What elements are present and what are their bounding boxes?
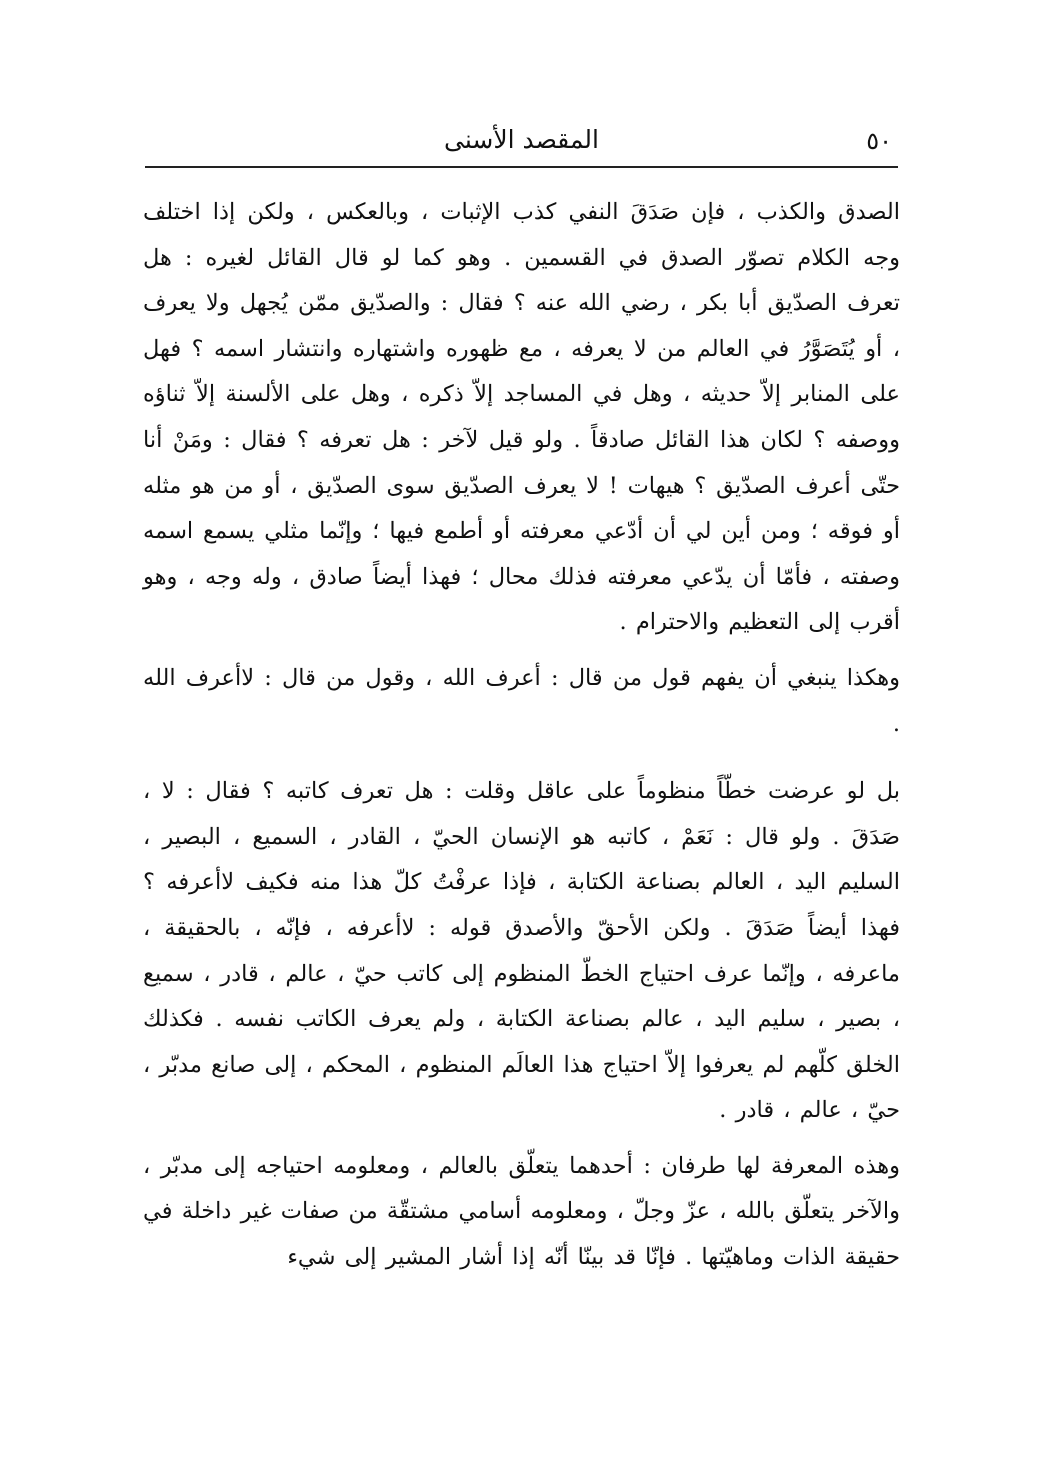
paragraph-4: وهذه المعرفة لها طرفان : أحدهما يتعلّق بالعالم ، ومعلومه احتياجه إلى مدبّر ، والآخر يتعلّق بالله ، عزّ وجلّ ، ومعلومه أسامي مشتقّة من صفات غير داخلة في حقيقة الذات وماهيّتها . فإنّا قد بينّا أنّه إذا أشار المشير إلى شيء [143, 1152, 900, 1271]
page-number: ٥٠ [866, 127, 892, 155]
running-title: المقصد الأسنى [444, 125, 599, 154]
paragraph-3: بل لو عرضت خطّاً منظوماً على عاقل وقلت : هل تعرف كاتبه ؟ فقال : لا ، صَدَقَ . ولو قال : نَعَمْ ، كاتبه هو الإنسان الحيّ ، القادر ، السميع ، البصير ، السليم اليد ، العالم بصناعة الكتابة ، فإذا عرفْتُ كلّ هذا منه فكيف لاأعرفه ؟ فهذا أيضاً صَدَقَ . ولكن الأحقّ والأصدق قوله : لاأعرفه ، فإنّه ، بالحقيقة ، ماعرفه ، وإنّما عرف احتياج الخطّ المنظوم إلى كاتب حيّ ، عالم ، قادر ، سميع ، بصير ، سليم اليد ، عالم بصناعة الكتابة ، ولم يعرف الكاتب نفسه . فكذلك الخلق كلّهم لم يعرفوا إلاّ احتياج هذا العالَم المنظوم ، المحكم ، إلى صانع مدبّر ، حيّ ، عالم ، قادر . [143, 778, 900, 1124]
header-divider [145, 166, 898, 168]
paragraph-1: الصدق والكذب ، فإن صَدَقَ النفي كذب الإثبات ، وبالعكس ، ولكن إذا اختلف وجه الكلام تصوّر الصدق في القسمين . وهو كما لو قال القائل لغيره : هل تعرف الصدّيق أبا بكر ، رضي الله عنه ؟ فقال : والصدّيق ممّن يُجهل ولا يعرف ، أو يُتَصَوَّرُ في العالم من لا يعرفه ، مع ظهوره واشتهاره وانتشار اسمه ؟ فهل على المنابر إلاّ حديثه ، وهل في المساجد إلاّ ذكره ، وهل على الألسنة إلاّ ثناؤه ووصفه ؟ لكان هذا القائل صادقاً . ولو قيل لآخر : هل تعرفه ؟ فقال : ومَنْ أنا حتّى أعرف الصدّيق ؟ هيهات ! لا يعرف الصدّيق سوى الصدّيق ، أو من هو مثله أو فوقه ؛ ومن أين لي أن أدّعي معرفته أو أطمع فيها ؛ وإنّما مثلي يسمع اسمه وصفته ، فأمّا أن يدّعي معرفته فذلك محال ؛ فهذا أيضاً صادق ، وله وجه ، وهو أقرب إلى التعظيم والاحترام . [143, 199, 900, 636]
paragraph-2: وهكذا ينبغي أن يفهم قول من قال : أعرف الله ، وقول من قال : لاأعرف الله . [143, 664, 900, 737]
body-text [143, 190, 900, 1281]
page-header [145, 120, 898, 166]
